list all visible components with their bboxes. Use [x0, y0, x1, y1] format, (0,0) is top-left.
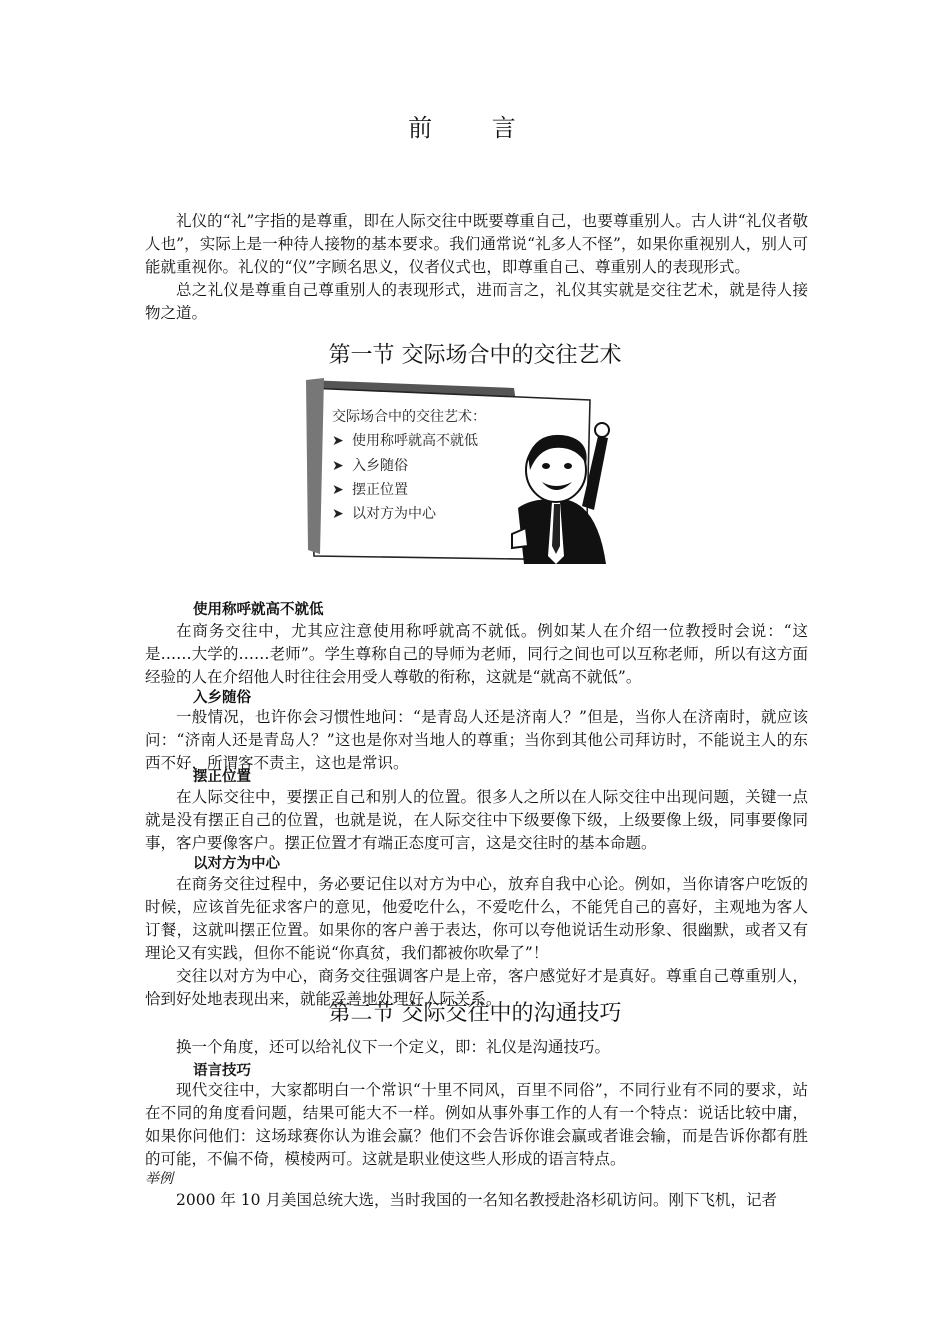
- example-label: 举例: [145, 1171, 173, 1187]
- paragraph: 交往以对方为中心，商务交往强调客户是上帝，客户感觉好才是真好。尊重自己尊重别人，恰到好处地表现出来，就能妥善地处理好人际关系。: [145, 967, 808, 1008]
- arrow-bullet-icon: ➤: [332, 433, 344, 449]
- paragraph: 在人际交往中，要摆正自己和别人的位置。很多人之所以在人际交往中出现问题，关键一点就是没有摆正自己的位置，也就是说，在人际交往中下级要像下级，上级要像上级，同事要像同事，客户要像客户。摆正位置才有端正态度可言，这是交往时的基本命题。: [145, 788, 808, 852]
- board-item: ➤ 以对方为中心: [332, 506, 436, 522]
- paragraph: 一般情况，也许你会习惯性地问：“是青岛人还是济南人？”但是，当你人在济南时，就应该问：“济南人还是青岛人？”这也是你对当地人的尊重；当你到其他公司拜访时，不能说主人的东西不好，所谓客不责主，这也是常识。: [145, 708, 808, 772]
- subsection-heading: 语言技巧: [193, 1063, 251, 1079]
- arrow-bullet-icon: ➤: [332, 458, 344, 474]
- page-title: 前 言: [408, 114, 542, 142]
- paragraph: 2000 年 10 月美国总统大选，当时我国的一名知名教授赴洛杉矶访问。刚下飞机，记者: [176, 1191, 777, 1209]
- board-heading: 交际场合中的交往艺术：: [332, 409, 486, 425]
- board-item: ➤ 摆正位置: [332, 482, 408, 498]
- example-body: [145, 1189, 808, 1212]
- paragraph: 在商务交往中，尤其应注意使用称呼就高不就低。例如某人在介绍一位教授时会说：“这是……大学的……老师”。学生尊称自己的导师为老师，同行之间也可以互称老师，所以有这方面经验的人在介绍他人时往往会用受人尊敬的衔称，这就是“就高不就低”。: [145, 622, 808, 686]
- paragraph: 总之礼仪是尊重自己尊重别人的表现形式，进而言之，礼仪其实就是交往艺术，就是待人接物之道。: [145, 281, 808, 322]
- preface-body: [145, 210, 808, 325]
- board-item: ➤ 使用称呼就高不就低: [332, 433, 478, 449]
- subsection-body: [145, 1079, 808, 1171]
- arrow-bullet-icon: ➤: [332, 482, 344, 498]
- board-item: ➤ 入乡随俗: [332, 458, 408, 474]
- subsection-body: [145, 786, 808, 855]
- section-title: 第二节 交际交往中的沟通技巧: [328, 1001, 622, 1026]
- subsection-heading: 摆正位置: [193, 769, 251, 785]
- section-intro: [145, 1036, 808, 1059]
- subsection-heading: 使用称呼就高不就低: [193, 602, 324, 618]
- paragraph: 现代交往中，大家都明白一个常识“十里不同风，百里不同俗”，不同行业有不同的要求，站在不同的角度看问题，结果可能大不一样。例如从事外事工作的人有一个特点：说话比较中庸，如果你问他们：这场球赛你认为谁会赢？他们不会告诉你谁会赢或者谁会输，而是告诉你都有胜的可能，不偏不倚，模棱两可。这就是职业使这些人形成的语言特点。: [145, 1081, 808, 1168]
- section-title: 第一节 交际场合中的交往艺术: [328, 343, 622, 368]
- paragraph: 换一个角度，还可以给礼仪下一个定义，即：礼仪是沟通技巧。: [176, 1038, 611, 1056]
- paragraph: 在商务交往过程中，务必要记住以对方为中心，放弃自我中心论。例如，当你请客户吃饭的时候，应该首先征求客户的意见，他爱吃什么，不爱吃什么，不能凭自己的喜好，主观地为客人订餐，这就叫摆正位置。如果你的客户善于表达，你可以夸他说话生动形象、很幽默，或者又有理论又有实践，但你不能说“你真贫，我们都被你吹晕了”！: [145, 875, 808, 962]
- arrow-bullet-icon: ➤: [332, 506, 344, 522]
- subsection-body: [145, 873, 808, 1011]
- paragraph: 礼仪的“礼”字指的是尊重，即在人际交往中既要尊重自己，也要尊重别人。古人讲“礼仪者敬人也”，实际上是一种待人接物的基本要求。我们通常说“礼多人不怪”，如果你重视别人，别人可能就重视你。礼仪的“仪”字顾名思义，仪者仪式也，即尊重自己、尊重别人的表现形式。: [145, 212, 808, 276]
- subsection-heading: 以对方为中心: [193, 856, 280, 872]
- subsection-body: [145, 620, 808, 689]
- subsection-heading: 入乡随俗: [193, 690, 251, 706]
